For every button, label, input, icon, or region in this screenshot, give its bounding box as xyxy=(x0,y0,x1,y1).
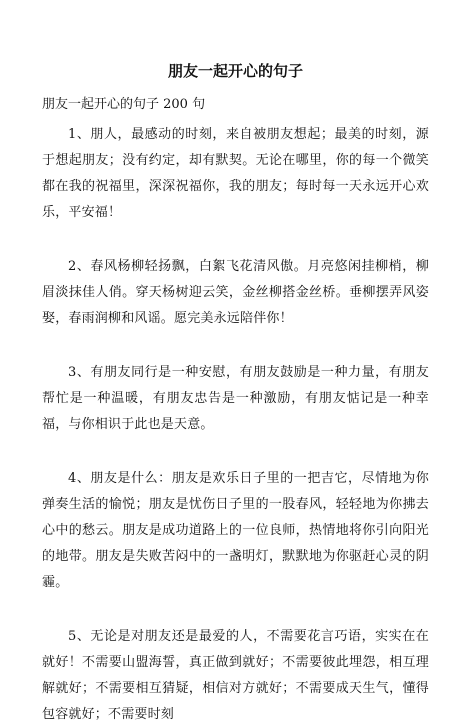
document-title: 朋友一起开心的句子 xyxy=(167,62,303,80)
paragraph-3: 3、有朋友同行是一种安慰，有朋友鼓励是一种力量，有朋友帮忙是一种温暖，有朋友忠告是一种激励，有朋友惦记是一种幸福，与你相识于此也是天意。 xyxy=(42,365,429,432)
paragraph-4: 4、朋友是什么：朋友是欢乐日子里的一把吉它，尽情地为你弹奏生活的愉悦；朋友是忧伤日子里的一股春风，轻轻地为你拂去心中的愁云。朋友是成功道路上的一位良师，热情地将你引向阳光的地带。朋友是失败苦闷中的一盏明灯，默默地为你驱赶心灵的阴霾。 xyxy=(42,471,429,590)
paragraph-2: 2、春风杨柳轻扬飘，白絮飞花清风傲。月亮悠闲挂柳梢，柳眉淡抹佳人俏。穿天杨树迎云笑，金丝柳搭金丝桥。垂柳摆弄风姿娶，春雨润柳和风谣。愿完美永远陪伴你！ xyxy=(42,259,429,326)
paragraph-1: 1、朋人，最感动的时刻，来自被朋友想起；最美的时刻，源于想起朋友；没有约定，却有默契。无论在哪里，你的每一个微笑都在我的祝福里，深深祝福你，我的朋友；每时每一天永远开心欢乐，平安福！ xyxy=(42,127,429,220)
document-subtitle: 朋友一起开心的句子 200 句 xyxy=(42,97,206,112)
paragraph-5: 5、无论是对朋友还是最爱的人，不需要花言巧语，实实在在就好！不需要山盟海誓，真正做到就好；不需要彼此埋怨，相互理解就好；不需要相互猜疑，相信对方就好；不需要成天生气，懂得包容就好；不需要时刻 xyxy=(42,629,429,722)
